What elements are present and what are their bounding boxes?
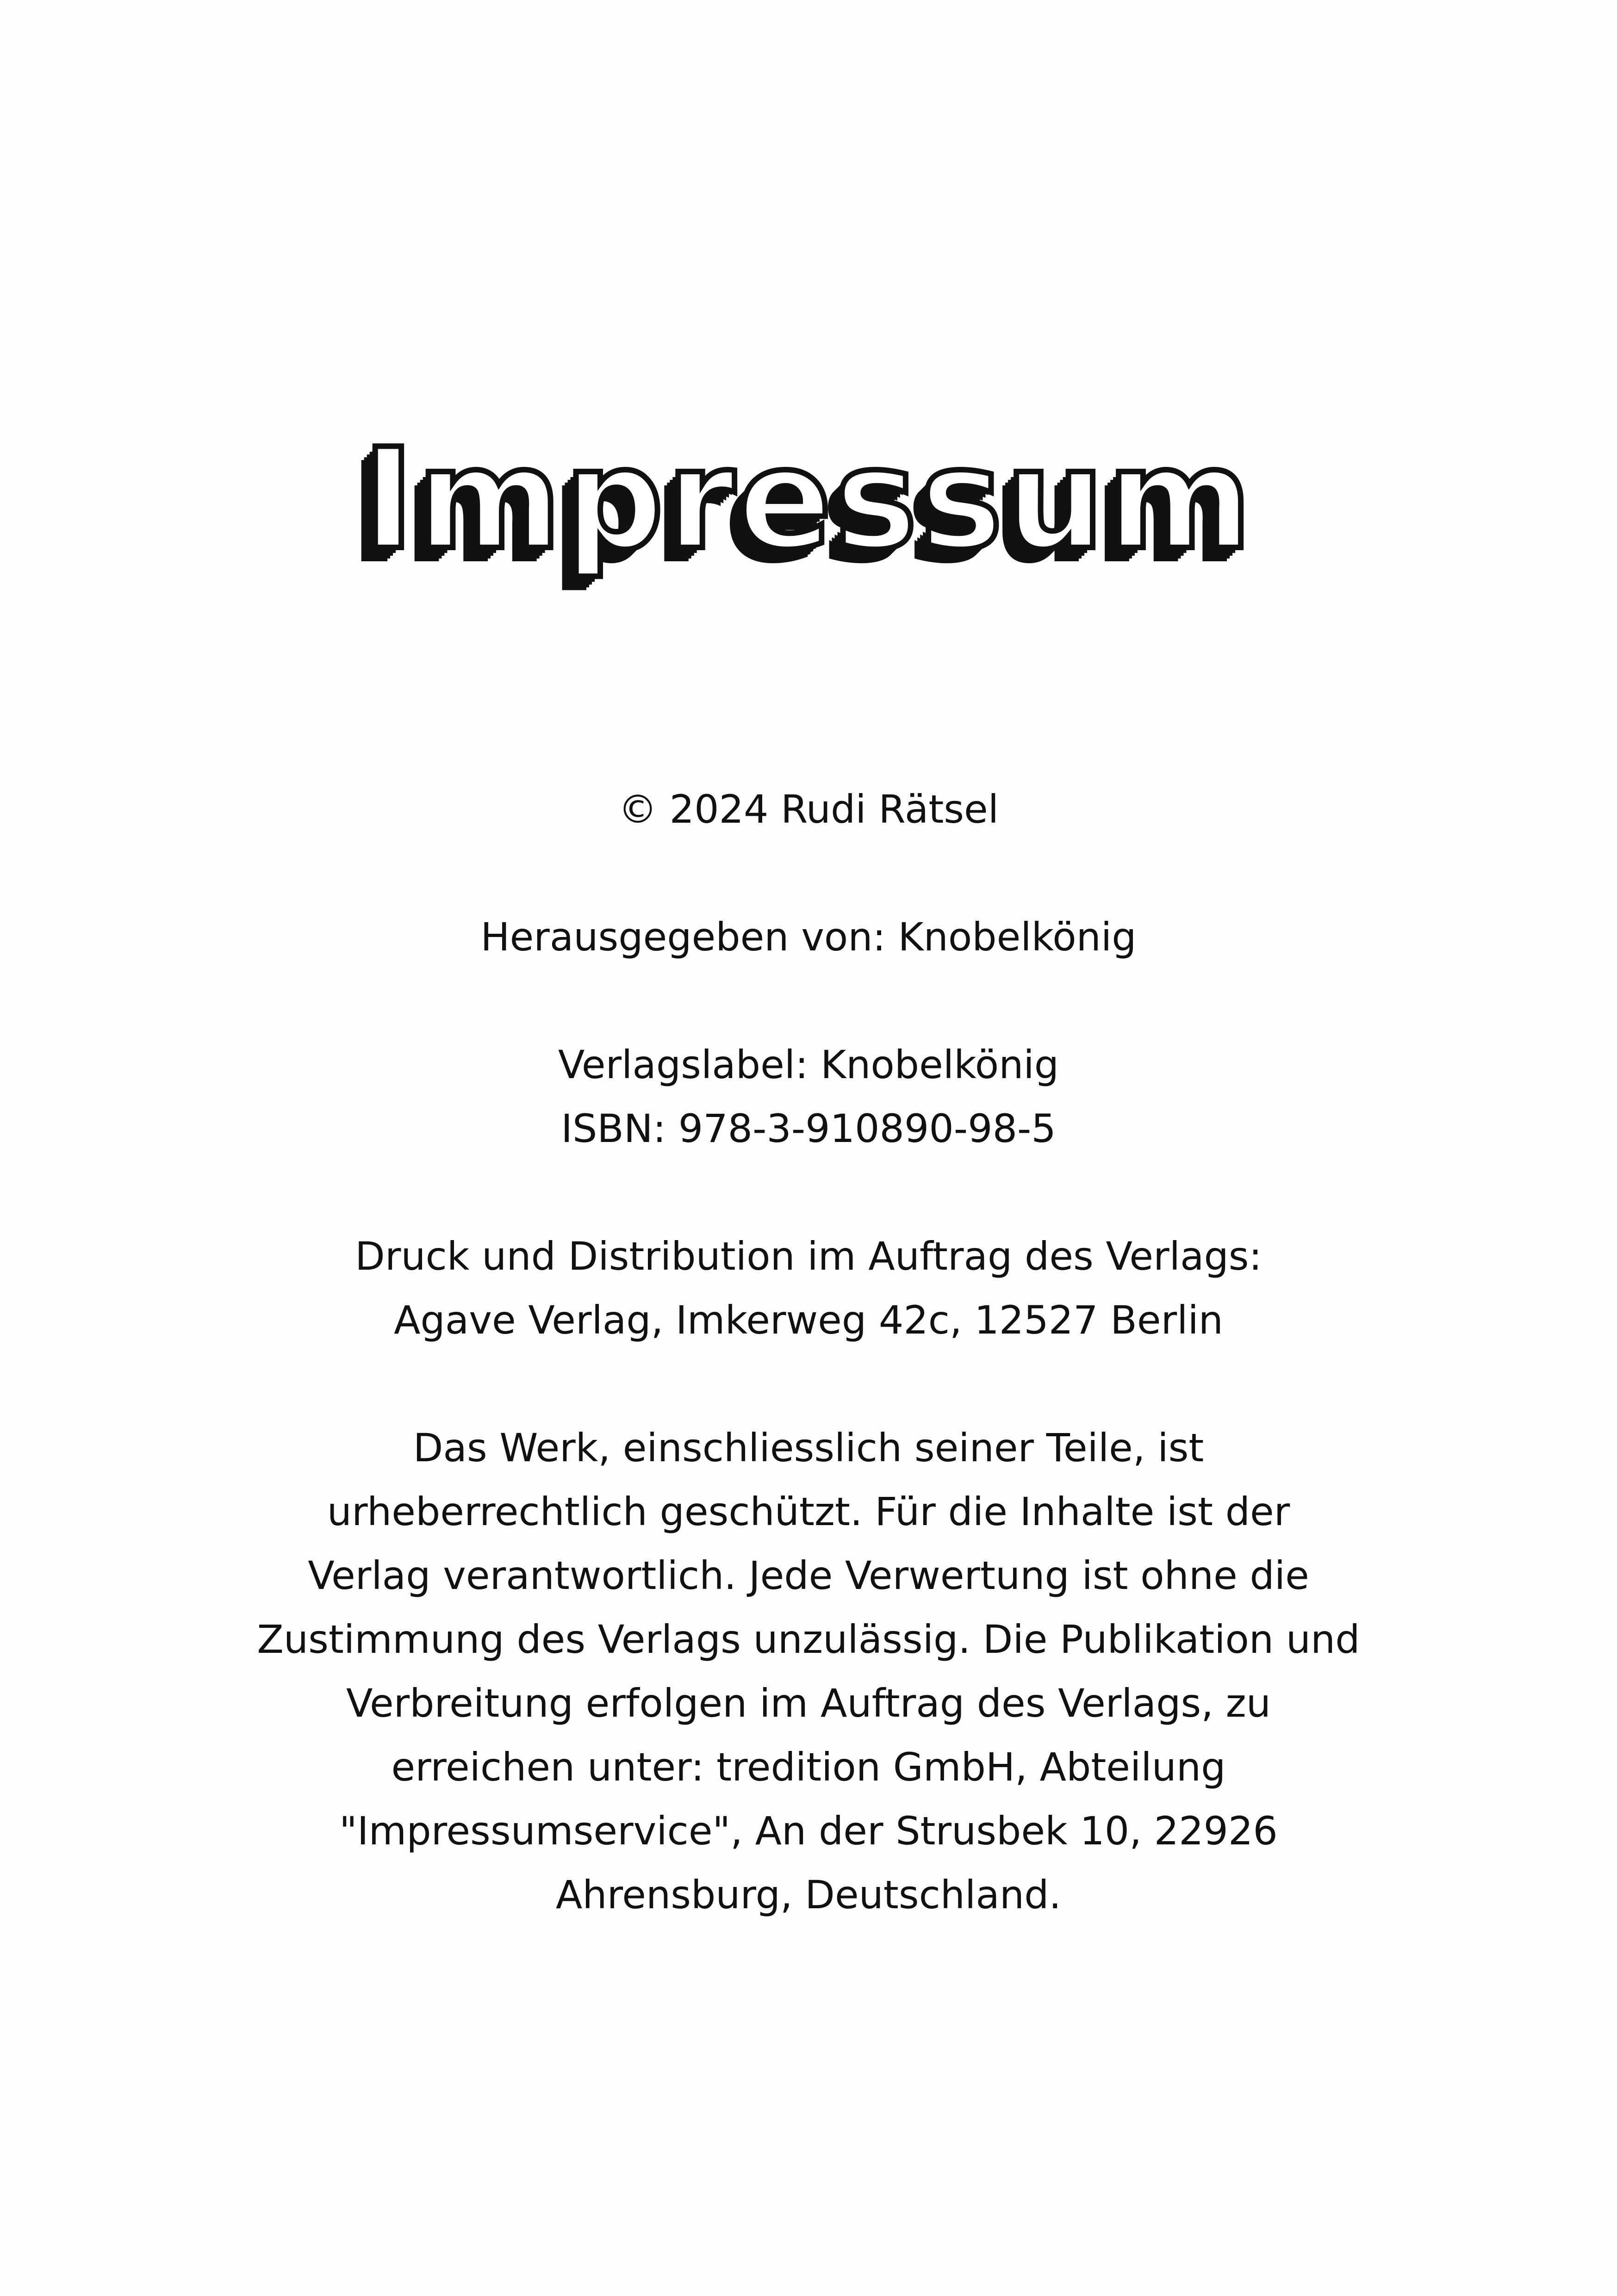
imprint-content [176, 777, 1441, 1991]
legal-line-3: Verlag verantwortlich. Jede Verwertung ist ohne die [308, 1553, 1309, 1598]
title-container [0, 398, 1617, 602]
copyright-line: © 2024 Rudi Rätsel [618, 787, 999, 832]
isbn-line: ISBN: 978-3-910890-98-5 [561, 1106, 1056, 1151]
page-title: Impressum [362, 419, 1255, 580]
print-line-2: Agave Verlag, Imkerweg 42c, 12527 Berlin [393, 1297, 1224, 1343]
publisher-block [176, 905, 1441, 969]
print-line-1: Druck und Distribution im Auftrag des Verlags: [355, 1234, 1262, 1279]
legal-line-5: Verbreitung erfolgen im Auftrag des Verlags, zu [346, 1681, 1271, 1726]
legal-line-7: "Impressumservice", An der Strusbek 10, 22926 [339, 1808, 1278, 1854]
print-distribution-block [176, 1224, 1441, 1352]
legal-line-1: Das Werk, einschliesslich seiner Teile, ist [413, 1425, 1204, 1471]
legal-line-6: erreichen unter: tredition GmbH, Abteilung [391, 1744, 1226, 1790]
label-isbn-block [176, 1033, 1441, 1160]
copyright-block [176, 777, 1441, 841]
label-line: Verlagslabel: Knobelkönig [558, 1042, 1059, 1087]
legal-notice-block [176, 1416, 1441, 1927]
publisher-line: Herausgegeben von: Knobelkönig [480, 914, 1137, 960]
legal-line-2: urheberrechtlich geschützt. Für die Inhalte ist der [327, 1489, 1290, 1534]
legal-line-4: Zustimmung des Verlags unzulässig. Die Publikation und [257, 1617, 1360, 1662]
legal-line-8: Ahrensburg, Deutschland. [555, 1872, 1062, 1917]
